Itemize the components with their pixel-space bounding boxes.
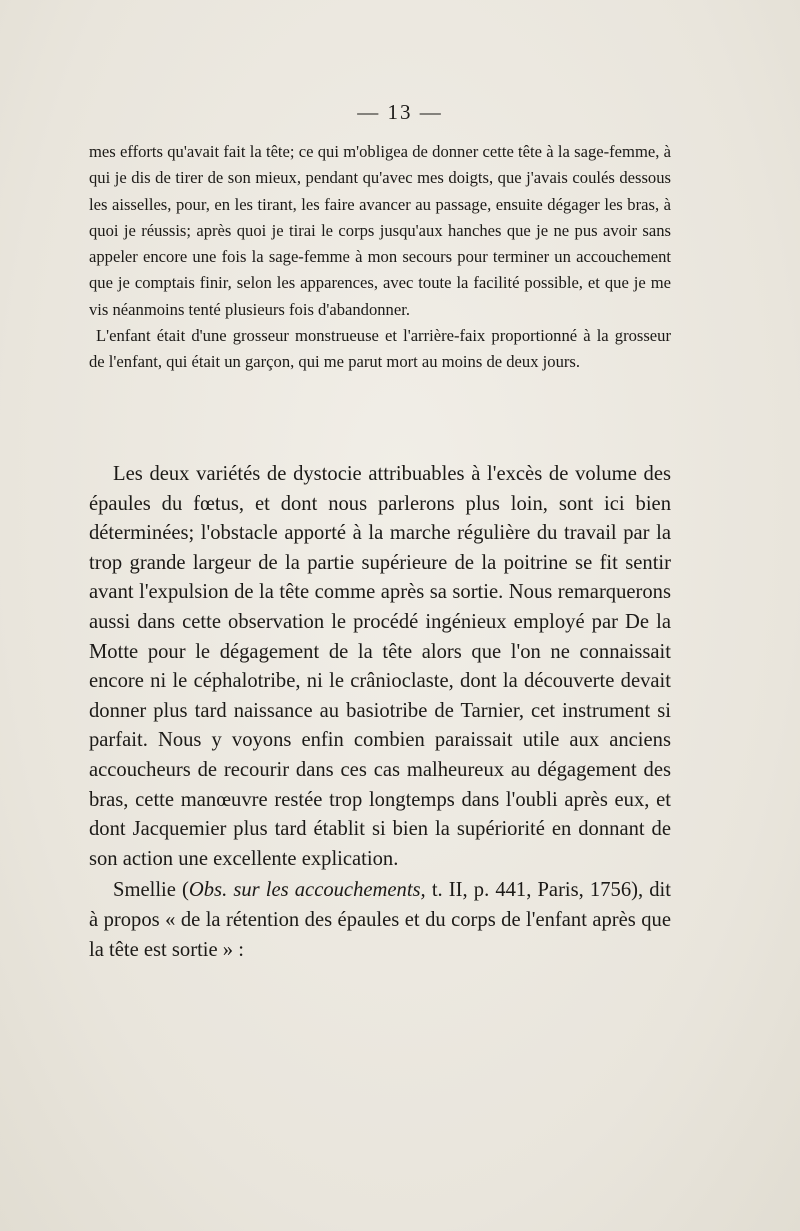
citation-reference: t. II, p. 441, Paris, 1756), dit à propos « de la rétention des épaules et du corps de l'enfant après que la tête est sortie » : — [89, 879, 671, 961]
author-commentary — [89, 460, 671, 965]
citation-author: Smellie ( — [113, 879, 189, 902]
smellie-citation-paragraph — [89, 876, 671, 965]
observation-paragraph: L'enfant était d'une grosseur monstrueuse et l'arrière-faix proportionné à la grosseur de l'enfant, qui était un garçon, qui me parut mort au moins de deux jours. — [89, 326, 671, 372]
citation-work-title: Obs. sur les accouchements, — [188, 879, 426, 902]
quoted-observation — [89, 139, 671, 376]
observation-paragraph: mes efforts qu'avait fait la tête; ce qui m'obligea de donner cette tête à la sage-femme, à qui je dis de tirer de son mieux, pendant qu'avec mes doigts, que j'avais coulés dessous les aisselles, pour, en les tirant, les faire avancer au passage, ensuite dégager les bras, à quoi je réussis; après quoi je tirai le corps jusqu'aux hanches que je ne pus avoir sans appeler encore une fois la sage-femme à mon secours pour terminer un accouchement que je comptais finir, selon les apparences, avec toute la facilité possible, et que je me vis néanmoins tenté plusieurs fois d'abandonner. — [89, 142, 671, 319]
page-number: — 13 — — [357, 100, 443, 124]
commentary-paragraph: Les deux variétés de dystocie attribuables à l'excès de volume des épaules du fœtus, et dont nous parlerons plus loin, sont ici bien déterminées; l'obstacle apporté à la marche régulière du travail par la trop grande largeur de la partie supérieure de la poitrine se fit sentir avant l'expulsion de la tête comme après sa sortie. Nous remarquerons aussi dans cette observation le procédé ingénieux employé par De la Motte pour le dégagement de la tête alors que l'on ne connaissait encore ni le céphalotribe, ni le crâniоclaste, dont la découverte devait donner plus tard naissance au basiotribe de Tarnier, cet instrument si parfait. Nous y voyons enfin combien paraissait utile aux anciens accoucheurs de recourir dans ces cas malheureux au dégagement des bras, cette manœuvre restée trop longtemps dans l'oubli après eux, et dont Jacquemier plus tard établit si bien la supériorité en donnant de son action une excellente explication. — [89, 463, 671, 870]
